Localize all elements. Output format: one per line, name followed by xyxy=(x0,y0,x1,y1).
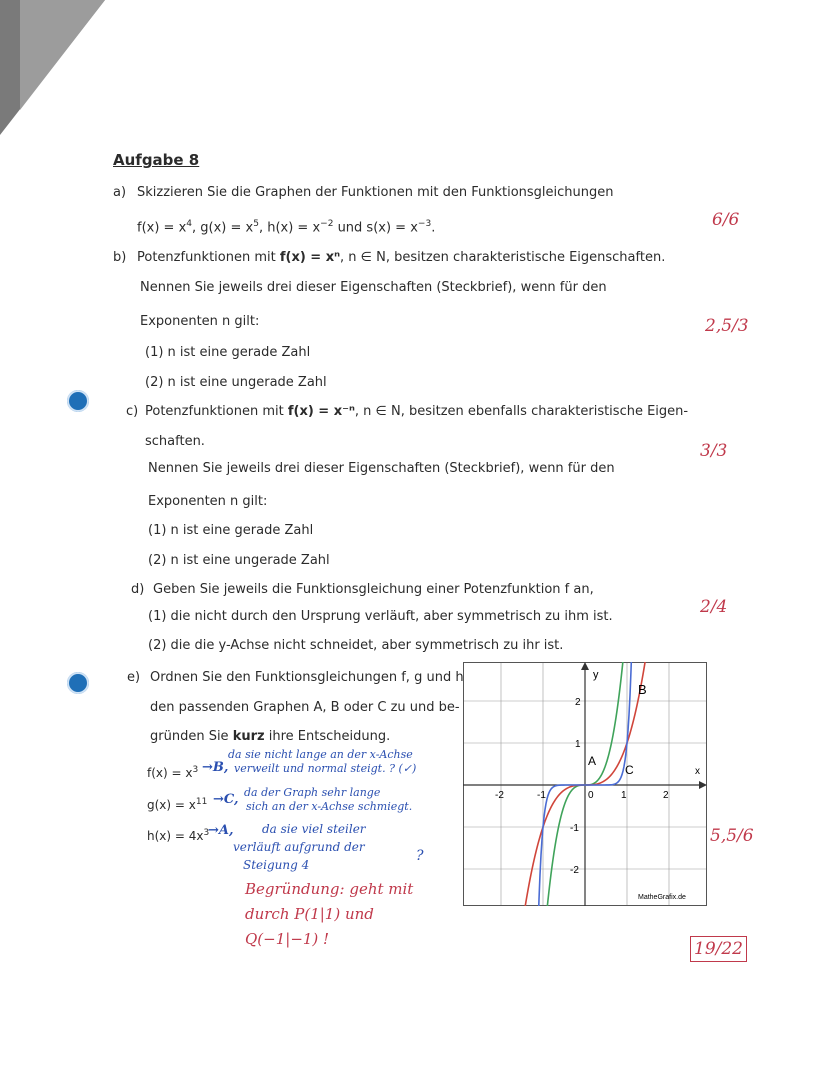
hw-h-answer: →A, xyxy=(208,823,234,838)
curve-label-a: A xyxy=(588,754,597,768)
x-tick-label: 0 xyxy=(588,790,594,801)
score-part-d: 2/4 xyxy=(700,597,728,617)
score-total: 19/22 xyxy=(690,936,747,962)
part-b-line2: Nennen Sie jeweils drei dieser Eigenschaften (Steckbrief), wenn für den xyxy=(140,280,607,295)
part-b-item1: (1) n ist eine gerade Zahl xyxy=(145,345,311,360)
part-a-label: a) xyxy=(113,185,127,200)
part-c-item1: (1) n ist eine gerade Zahl xyxy=(148,523,314,538)
part-e-line2: den passenden Graphen A, B oder C zu und be- xyxy=(150,700,460,715)
part-b-item2: (2) n ist eine ungerade Zahl xyxy=(145,375,327,390)
score-part-e: 5,5/6 xyxy=(710,826,754,846)
part-c-text: Potenzfunktionen mit f(x) = x⁻ⁿ, n ∈ N, besitzen ebenfalls charakteristische Eigen- xyxy=(145,404,689,419)
x-tick-label: -2 xyxy=(495,790,504,801)
score-part-c: 3/3 xyxy=(700,441,728,461)
hw-h-note1: da sie viel steiler xyxy=(262,822,366,836)
hw-f-note1: da sie nicht lange an der x-Achse xyxy=(228,748,413,761)
hw-h-question: ? xyxy=(416,848,424,864)
punch-hole-top xyxy=(67,390,89,412)
part-a-functions: $f(x) = x^4$, $g(x) = x^5$, $h(x) = x^{-2}$ und $s(x) = x^{-3}$. xyxy=(137,219,436,236)
part-b-label: b) xyxy=(113,250,127,265)
y-tick-label: 1 xyxy=(575,739,581,750)
part-e-g-equation: $g(x) = x^{11}$ xyxy=(147,797,208,812)
part-d-item1: (1) die nicht durch den Ursprung verläuft, aber symmetrisch zu ihm ist. xyxy=(148,609,613,624)
task-title: Aufgabe 8 xyxy=(113,151,200,169)
part-d-label: d) xyxy=(131,582,145,597)
part-c-line2: Nennen Sie jeweils drei dieser Eigenschaften (Steckbrief), wenn für den xyxy=(148,461,615,476)
part-c-item2: (2) n ist eine ungerade Zahl xyxy=(148,553,330,568)
part-b-text: Potenzfunktionen mit f(x) = xⁿ, n ∈ N, besitzen charakteristische Eigenschaften. xyxy=(137,250,666,265)
x-axis-arrow xyxy=(699,781,707,789)
hw-f-answer: →B, xyxy=(202,760,229,775)
part-d-item2: (2) die die y-Achse nicht schneidet, aber symmetrisch zu ihr ist. xyxy=(148,638,564,653)
y-tick-label: -1 xyxy=(570,823,579,834)
hw-h-note3: Steigung 4 xyxy=(243,858,310,872)
hw-red-comment-1: Begründung: geht mit xyxy=(245,880,414,898)
x-tick-label: -1 xyxy=(537,790,546,801)
score-part-a: 6/6 xyxy=(712,210,740,230)
x-tick-label: 2 xyxy=(663,790,669,801)
part-c-line1b: schaften. xyxy=(145,434,205,449)
part-e-h-equation: $h(x) = 4x^3$ xyxy=(147,828,210,843)
hw-red-comment-2: durch P(1|1) und xyxy=(245,905,374,923)
hw-g-note2: sich an der x-Achse schmiegt. xyxy=(246,800,413,813)
part-a-text: Skizzieren Sie die Graphen der Funktionen mit den Funktionsgleichungen xyxy=(137,185,614,200)
part-e-label: e) xyxy=(127,670,141,685)
function-graph xyxy=(463,662,707,906)
y-axis-label: y xyxy=(593,669,599,681)
hw-f-note2: verweilt und normal steigt. ? (✓) xyxy=(234,762,417,775)
x-axis-label: x xyxy=(695,766,700,777)
graph-credit: MatheGrafix.de xyxy=(638,894,686,901)
punch-hole-bottom xyxy=(67,672,89,694)
hw-g-note1: da der Graph sehr lange xyxy=(244,786,381,799)
hw-g-answer: →C, xyxy=(213,792,239,807)
score-part-b: 2,5/3 xyxy=(705,316,749,336)
part-b-line3: Exponenten n gilt: xyxy=(140,314,260,329)
part-c-line3: Exponenten n gilt: xyxy=(148,494,268,509)
curve-label-c: C xyxy=(625,763,634,777)
x-tick-label: 1 xyxy=(621,790,627,801)
page-corner-fold xyxy=(0,0,105,135)
hw-red-comment-3: Q(−1|−1) ! xyxy=(245,930,330,948)
hw-h-note2: verläuft aufgrund der xyxy=(233,840,365,854)
y-tick-label: 2 xyxy=(575,697,581,708)
part-e-line1: Ordnen Sie den Funktionsgleichungen f, g und h xyxy=(150,670,464,685)
part-c-label: c) xyxy=(126,404,139,419)
y-tick-label: -2 xyxy=(570,865,579,876)
y-axis-arrow xyxy=(581,662,589,670)
part-d-text: Geben Sie jeweils die Funktionsgleichung einer Potenzfunktion f an, xyxy=(153,582,594,597)
part-e-line3: gründen Sie kurz ihre Entscheidung. xyxy=(150,729,391,744)
curve-label-b: B xyxy=(638,682,647,697)
part-e-f-equation: $f(x) = x^3$ xyxy=(147,765,199,780)
